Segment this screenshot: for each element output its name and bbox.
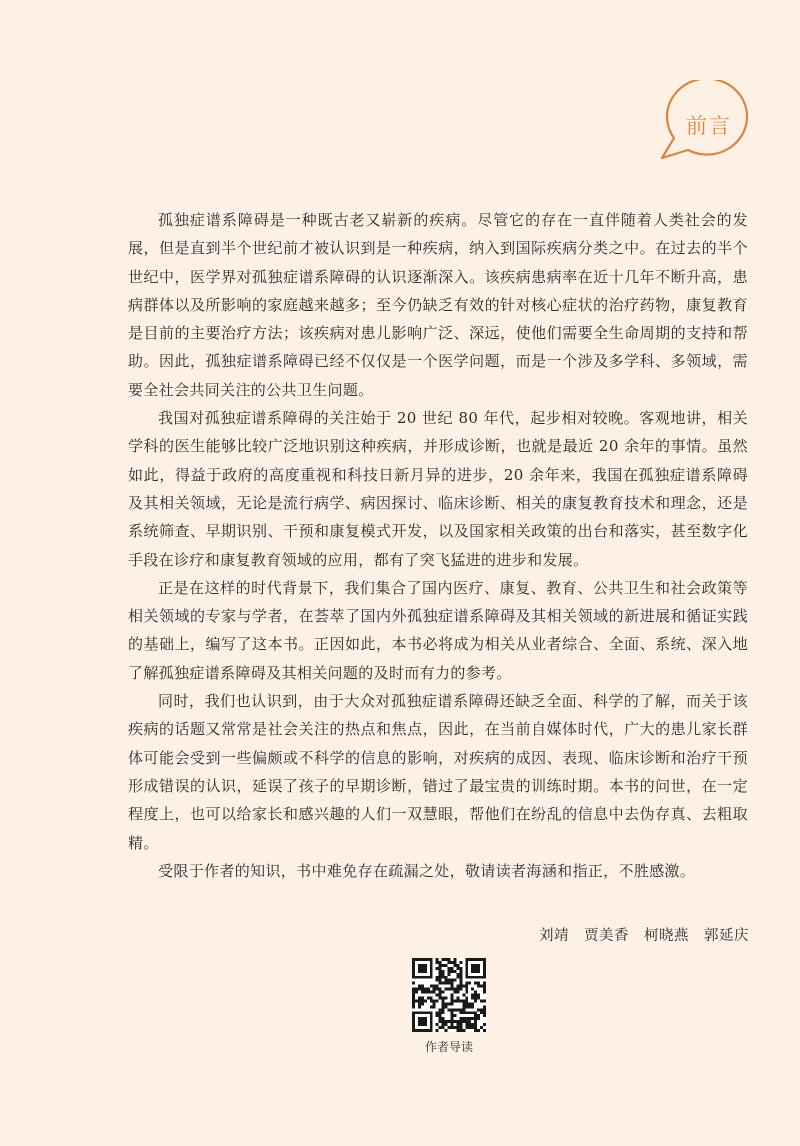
page-title: 前言 [686, 114, 732, 138]
preface-badge [660, 80, 754, 166]
paragraph-3: 正是在这样的时代背景下，我们集合了国内医疗、康复、教育、公共卫生和社会政策等相关领域的专家与学者，在荟萃了国内外孤独症谱系障碍及其相关领域的新进展和循证实践的基础上，编写了这本书。正因如此，本书必将成为相关从业者综合、全面、系统、深入地了解孤独症谱系障碍及其相关问题的及时而有力的参考。 [128, 578, 748, 682]
author-signature: 刘靖 贾美香 柯晓燕 郭延庆 [539, 928, 749, 944]
preface-body [128, 206, 748, 885]
paragraph-1: 孤独症谱系障碍是一种既古老又崭新的疾病。尽管它的存在一直伴随着人类社会的发展，但是直到半个世纪前才被认识到是一种疾病，纳入到国际疾病分类之中。在过去的半个世纪中，医学界对孤独症谱系障碍的认识逐渐深入。该疾病患病率在近十几年不断升高，患病群体以及所影响的家庭越来越多；至今仍缺乏有效的针对核心症状的治疗药物，康复教育是目前的主要治疗方法；该疾病对患儿影响广泛、深远，使他们需要全生命周期的支持和帮助。因此，孤独症谱系障碍已经不仅仅是一个医学问题，而是一个涉及多学科、多领域，需要全社会共同关注的公共卫生问题。 [128, 211, 748, 399]
qr-code-icon[interactable] [412, 958, 486, 1032]
paragraph-4: 同时，我们也认识到，由于大众对孤独症谱系障碍还缺乏全面、科学的了解，而关于该疾病的话题又常常是社会关注的热点和焦点，因此，在当前自媒体时代，广大的患儿家长群体可能会受到一些偏颇或不科学的信息的影响，对疾病的成因、表现、临床诊断和治疗干预形成错误的认识，延误了孩子的早期诊断，错过了最宝贵的训练时期。本书的问世，在一定程度上，也可以给家长和感兴趣的人们一双慧眼，帮他们在纷乱的信息中去伪存真、去粗取精。 [128, 692, 748, 852]
paragraph-5: 受限于作者的知识，书中难免存在疏漏之处，敬请读者海涵和指正，不胜感激。 [158, 861, 696, 880]
paragraph-2: 我国对孤独症谱系障碍的关注始于 20 世纪 80 年代，起步相对较晚。客观地讲，相关学科的医生能够比较广泛地识别这种疾病，并形成诊断，也就是最近 20 余年的事情。虽然如此，得益于政府的高度重视和科技日新月异的进步，20 余年来，我国在孤独症谱系障碍及其相关领域，无论是流行病学、病因探讨、临床诊断、相关的康复教育技术和理念，还是系统筛查、早期识别、干预和康复模式开发，以及国家相关政策的出台和落实，甚至数字化手段在诊疗和康复教育领域的应用，都有了突飞猛进的进步和发展。 [128, 409, 748, 569]
qr-caption: 作者导读 [424, 1040, 473, 1054]
